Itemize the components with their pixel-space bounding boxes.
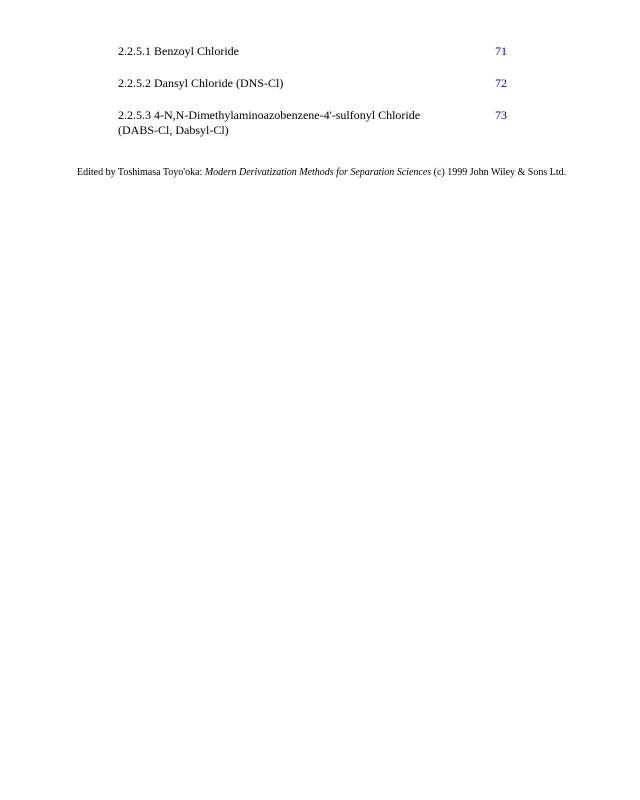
- toc-page-link[interactable]: 73: [495, 108, 507, 122]
- toc-page-link[interactable]: 72: [495, 76, 507, 90]
- toc-entry-title: 2.2.5.1 Benzoyl Chloride: [118, 44, 239, 58]
- copyright-text: (c) 1999 John Wiley & Sons Ltd.: [431, 167, 567, 178]
- toc-entry-dansyl-chloride: [118, 76, 518, 91]
- toc-entry-title: 2.2.5.2 Dansyl Chloride (DNS-Cl): [118, 76, 284, 90]
- toc-entry-title: 2.2.5.3 4-N,N-Dimethylaminoazobenzene-4'-sulfonyl Chloride (DABS-Cl, Dabsyl-Cl): [118, 108, 421, 137]
- copyright-note: [77, 166, 567, 179]
- editor-credit: Edited by Toshimasa Toyo'oka:: [77, 167, 205, 178]
- toc-page-link[interactable]: 71: [495, 44, 507, 58]
- toc-entry-dabsyl-chloride: [118, 108, 518, 138]
- table-of-contents: [118, 44, 518, 155]
- book-title: Modern Derivatization Methods for Separation Sciences: [204, 167, 432, 178]
- toc-entry-benzoyl-chloride: [118, 44, 518, 59]
